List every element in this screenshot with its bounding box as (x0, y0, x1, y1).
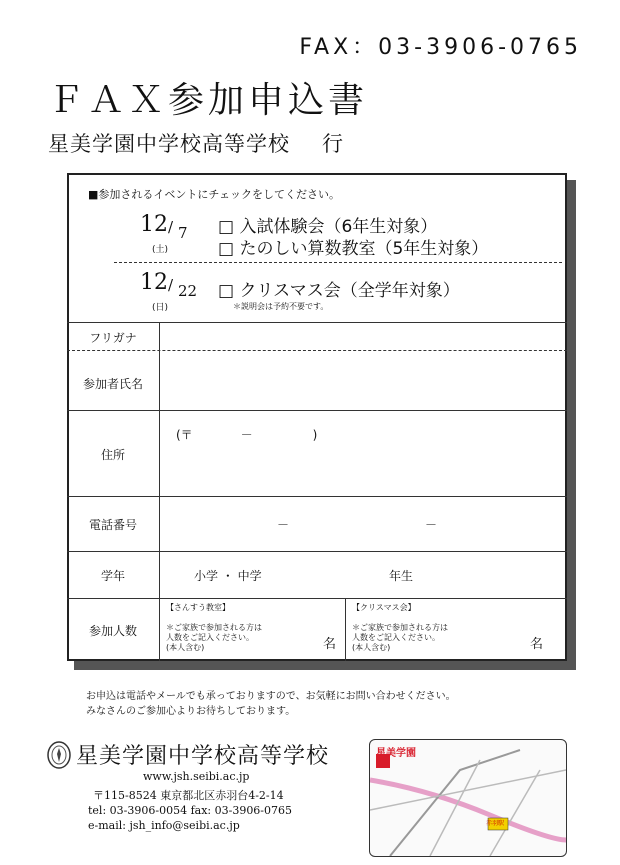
website-link[interactable]: www.jsh.seibi.ac.jp (143, 770, 250, 783)
furigana-divider (67, 350, 567, 351)
address-field[interactable] (161, 412, 565, 494)
grade-suffix: 年生 (389, 569, 414, 583)
event-1-day: 7 (178, 224, 188, 242)
furigana-field[interactable] (161, 323, 565, 349)
access-map (369, 739, 567, 857)
count-math-note: ＊ご家族で参加される方は 人数をご記入ください。 (本人含む) (166, 623, 262, 652)
school-address: 〒115-8524 東京都北区赤羽台4-2-14 (93, 789, 284, 802)
grade-options: 小学 ・ 中学 (194, 569, 262, 583)
count-christmas-unit: 名 (530, 637, 544, 652)
event-2-month: 12 (140, 270, 168, 295)
fax-number: FAX：03-3906-0765 (299, 35, 582, 60)
phone-dash-1: － (277, 518, 290, 532)
recipient (48, 128, 344, 158)
form-instruction: ■参加されるイベントにチェックをしてください。 (88, 188, 341, 201)
table-label-divider (159, 322, 160, 661)
row-line-grade (67, 551, 567, 552)
event-1-weekday: (土) (152, 245, 169, 255)
row-line-phone (67, 496, 567, 497)
recipient-suffix: 行 (322, 132, 344, 156)
event-option-christmas[interactable]: □ クリスマス会（全学年対象） (218, 281, 460, 301)
page-title: ＦＡＸ参加申込書 (48, 80, 369, 121)
row-line-address (67, 410, 567, 411)
event-1-month: 12 (140, 212, 168, 237)
event-2-weekday: (日) (152, 303, 169, 313)
row-line-count (67, 598, 567, 599)
label-participant-name: 参加者氏名 (82, 377, 143, 391)
event-divider (114, 262, 562, 263)
school-emblem-icon (46, 740, 72, 770)
count-math-unit: 名 (323, 637, 337, 652)
count-christmas-note: ＊ご家族で参加される方は 人数をご記入ください。 (本人含む) (352, 623, 448, 652)
footer-school-name: 星美学園中学校高等学校 (76, 744, 330, 769)
phone-field[interactable] (161, 498, 565, 549)
email-link[interactable]: e-mail: jsh_info@seibi.ac.jp (88, 819, 240, 832)
footer-message: お申込は電話やメールでも承っておりますので、お気軽にお問い合わせください。 みなさんのご参加心よりお待ちしております。 (86, 691, 456, 717)
label-phone: 電話番号 (88, 518, 137, 532)
event-date-2: 12 / 22 (日) (140, 270, 198, 313)
tel-fax: tel: 03-3906-0054 fax: 03-3906-0765 (88, 804, 293, 817)
postal-code: (〒 － ) (176, 428, 318, 442)
map-school-label: 星美学園 (376, 748, 416, 759)
label-furigana: フリガナ (89, 331, 137, 345)
event-option-trial-exam[interactable]: □ 入試体験会（6年生対象） (218, 217, 438, 237)
label-grade: 学年 (100, 569, 125, 583)
event-2-day: 22 (178, 282, 198, 300)
event-note: ＊説明会は予約不要です。 (233, 302, 329, 311)
recipient-school: 星美学園中学校高等学校 (48, 132, 290, 156)
label-participant-count: 参加人数 (88, 624, 137, 638)
map-station-label: 赤羽駅 (486, 820, 505, 827)
label-address: 住所 (100, 448, 125, 462)
count-divider (345, 598, 346, 661)
phone-dash-2: － (425, 518, 438, 532)
event-date-1: 12 / 7 (土) (140, 212, 188, 255)
count-math-heading: 【さんすう教室】 (166, 603, 230, 612)
count-christmas-heading: 【クリスマス会】 (352, 603, 416, 612)
participant-name-field[interactable] (161, 352, 565, 408)
event-option-math-class[interactable]: □ たのしい算数教室（5年生対象） (218, 239, 489, 259)
